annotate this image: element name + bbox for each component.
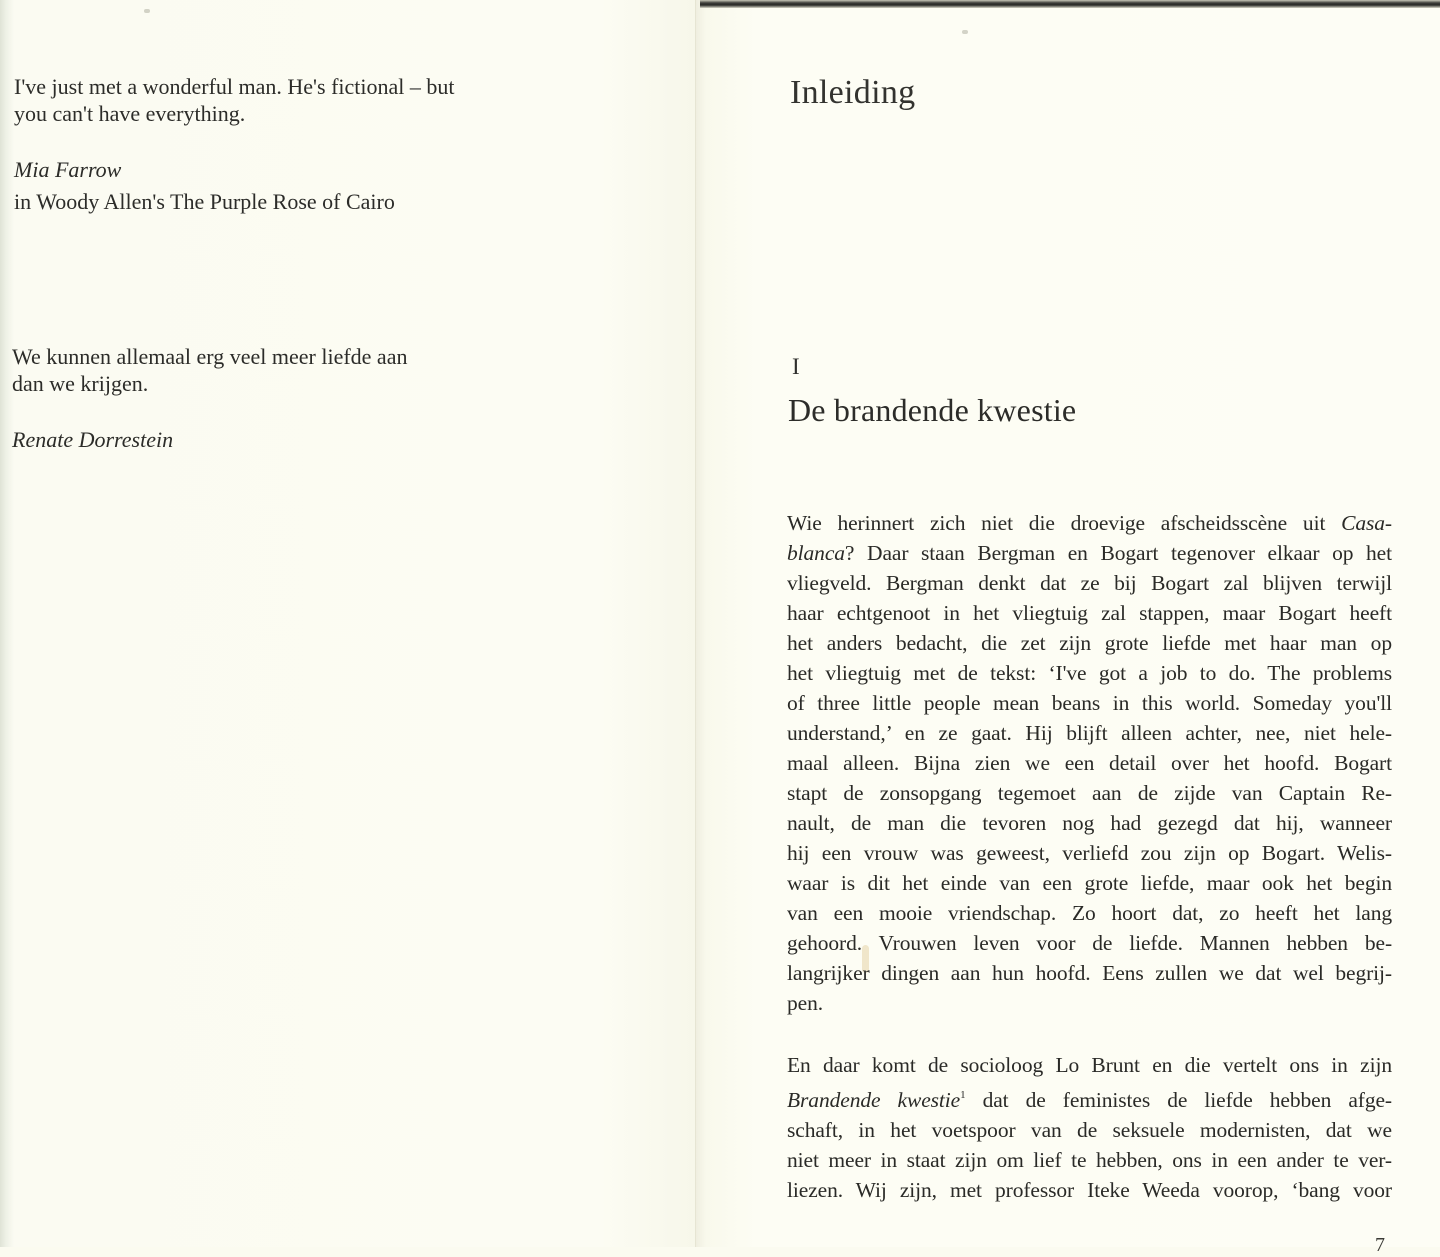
epigraph-1-line-1: I've just met a wonderful man. He's fictional – but xyxy=(14,74,455,99)
scan-speck xyxy=(962,30,968,34)
epigraph-2-line-2: dan we krijgen. xyxy=(12,371,149,396)
text-line: of three little people mean beans in this world. Someday you'll xyxy=(787,691,1392,715)
text-line: schaft, in het voetspoor van de seksuele modernisten, dat we xyxy=(787,1118,1392,1142)
text-line: gehoord. Vrouwen leven voor de liefde. Mannen hebben be- xyxy=(787,931,1392,955)
section-heading: Inleiding xyxy=(790,74,916,111)
text-line: liezen. Wij zijn, met professor Iteke Weeda voorop, ‘bang voor xyxy=(787,1178,1392,1202)
chapter-number: I xyxy=(792,354,800,379)
text-line: niet meer in staat zijn om lief te hebben, ons in een ander te ver- xyxy=(787,1148,1392,1172)
text-line: Brandende kwestie$^1$ dat de feministes de liefde hebben afge- xyxy=(787,1088,1392,1112)
text-line: van een mooie vriendschap. Zo hoort dat, zo heeft het lang xyxy=(787,901,1392,925)
text-line: Wie herinnert zich niet die droevige afscheidsscène uit Casa- xyxy=(787,511,1392,535)
text-line: En daar komt de socioloog Lo Brunt en die vertelt ons in zijn xyxy=(787,1053,1392,1077)
text-line: maal alleen. Bijna zien we een detail over het hoofd. Bogart xyxy=(787,751,1392,775)
epigraph-1-attribution-name: Mia Farrow xyxy=(14,157,122,182)
epigraph-2 xyxy=(12,343,407,453)
footnote-marker: 1 xyxy=(960,1089,966,1101)
epigraph-1-attribution-source: in Woody Allen's The Purple Rose of Cairo xyxy=(14,189,395,214)
text-line: stapt de zonsopgang tegemoet aan de zijde van Captain Re- xyxy=(787,781,1392,805)
page-top-edge xyxy=(700,0,1440,8)
text-line: het vliegtuig met de tekst: ‘I've got a job to do. The problems xyxy=(787,661,1392,685)
epigraph-1-line-2: you can't have everything. xyxy=(14,101,246,126)
text-line: haar echtgenoot in het vliegtuig zal stappen, maar Bogart heeft xyxy=(787,601,1392,625)
epigraph-2-line-1: We kunnen allemaal erg veel meer liefde aan xyxy=(12,344,408,369)
text-line: waar is dit het einde van een grote liefde, maar ook het begin xyxy=(787,871,1392,895)
epigraph-2-attribution-name: Renate Dorrestein xyxy=(12,427,174,452)
chapter-title: De brandende kwestie xyxy=(788,392,1077,428)
scan-speck xyxy=(144,9,150,13)
text-line: blanca? Daar staan Bergman en Bogart tegenover elkaar op het xyxy=(787,541,1392,565)
left-page xyxy=(0,0,695,1247)
epigraph-1 xyxy=(14,73,454,215)
text-line: langrijker dingen aan hun hoofd. Eens zullen we dat wel begrij- xyxy=(787,961,1392,985)
page-number: 7 xyxy=(1375,1234,1385,1256)
text-line: het anders bedacht, die zet zijn grote liefde met haar man op xyxy=(787,631,1392,655)
body-paragraph-2 xyxy=(787,1050,1392,1205)
text-line: understand,’ en ze gaat. Hij blijft alleen achter, nee, niet hele- xyxy=(787,721,1392,745)
text-line: pen. xyxy=(787,991,824,1015)
text-line: hij een vrouw was geweest, verliefd zou zijn op Bogart. Welis- xyxy=(787,841,1392,865)
text-line: nault, de man die tevoren nog had gezegd dat hij, wanneer xyxy=(787,811,1392,835)
text-line: vliegveld. Bergman denkt dat ze bij Bogart zal blijven terwijl xyxy=(787,571,1392,595)
body-paragraph-1 xyxy=(787,508,1392,1018)
